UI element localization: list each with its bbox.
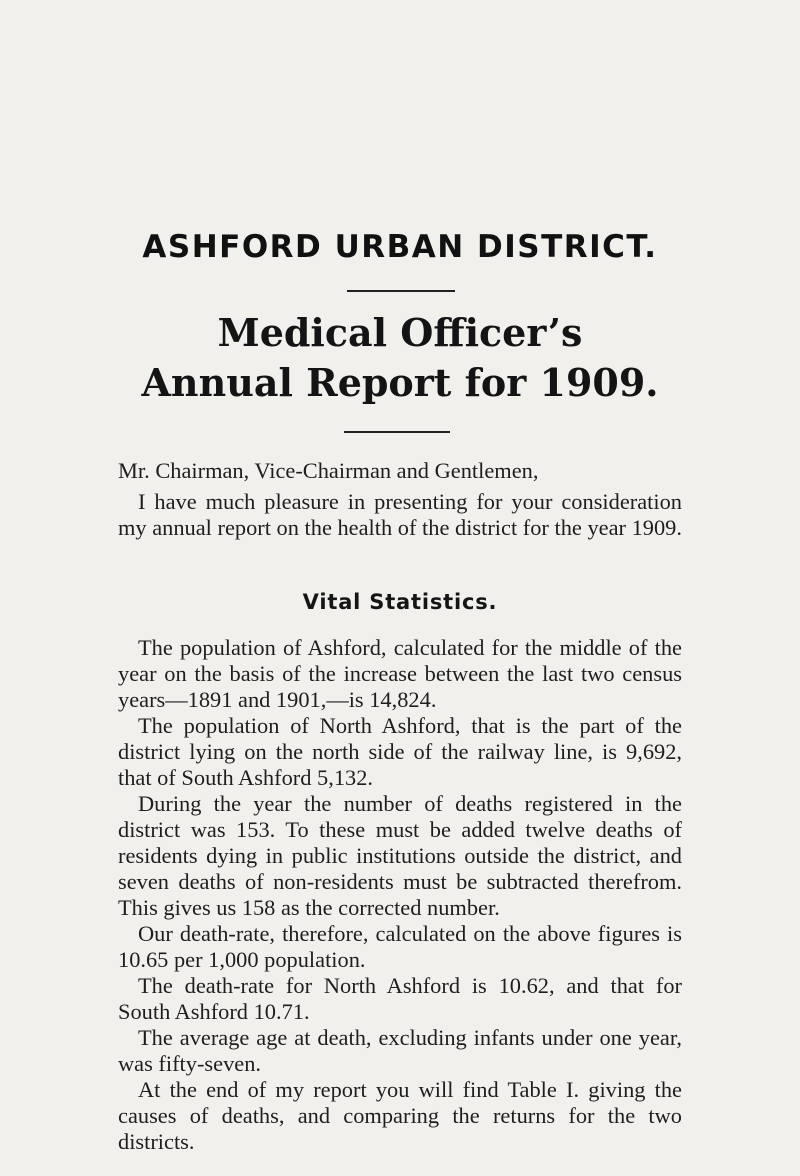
report-title-line-1: Medical Officer’s bbox=[217, 310, 583, 355]
paragraph-district-rates: The death-rate for North Ashford is 10.62, and that for South Ashford 10.71. bbox=[118, 973, 682, 1024]
intro-paragraph: I have much pleasure in presenting for your consideration my annual report on the health of the district for the year 1909. bbox=[118, 489, 682, 540]
paragraph-death-rate: Our death-rate, therefore, calculated on the above figures is 10.65 per 1,000 population. bbox=[118, 921, 682, 972]
title-rule-top bbox=[347, 290, 455, 292]
vital-statistics-body bbox=[118, 635, 682, 1155]
district-heading: ASHFORD URBAN DISTRICT. bbox=[142, 229, 658, 265]
paragraph-average-age: The average age at death, excluding infants under one year, was fifty-seven. bbox=[118, 1025, 682, 1076]
report-title-line-2: Annual Report for 1909. bbox=[141, 360, 659, 405]
paragraph-population: The population of Ashford, calculated for the middle of the year on the basis of the increase between the last two census years—1891 and 1901,—is 14,824. bbox=[118, 635, 682, 712]
salutation: Mr. Chairman, Vice-Chairman and Gentlemen, bbox=[118, 458, 539, 483]
intro-block bbox=[118, 489, 682, 541]
paragraph-table-reference: At the end of my report you will find Table I. giving the causes of deaths, and comparing the returns for the two districts. bbox=[118, 1077, 682, 1154]
paragraph-deaths: During the year the number of deaths registered in the district was 153. To these must be added twelve deaths of residents dying in public institutions outside the district, and seven deaths of non-residents must be subtracted therefrom. This gives us 158 as the corrected number. bbox=[118, 791, 682, 920]
section-heading-vital-statistics: Vital Statistics. bbox=[302, 590, 498, 614]
paragraph-north-south: The population of North Ashford, that is the part of the district lying on the north side of the railway line, is 9,692, that of South Ashford 5,132. bbox=[118, 713, 682, 790]
title-rule-bottom bbox=[344, 431, 450, 433]
